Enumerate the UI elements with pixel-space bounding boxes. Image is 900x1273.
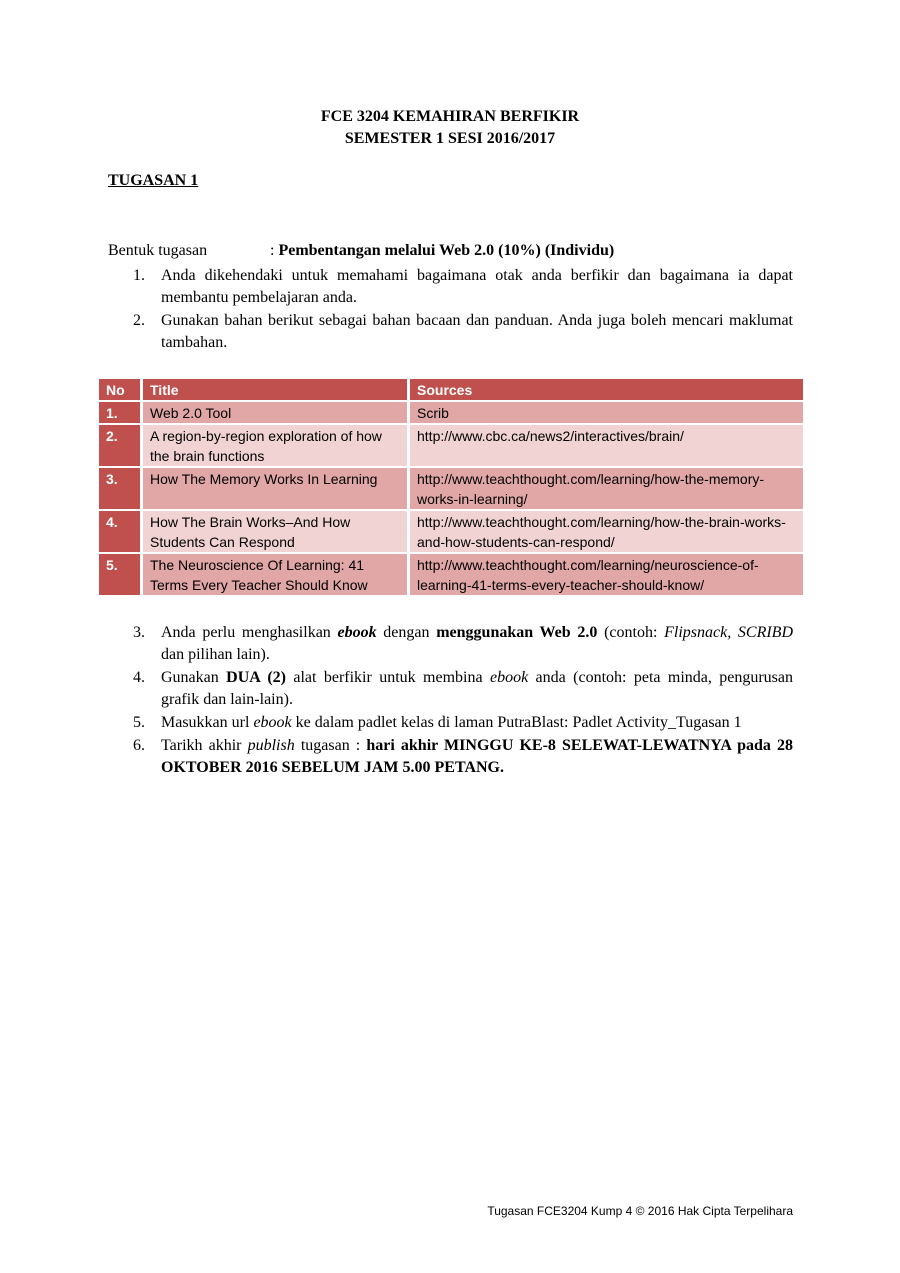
item-text: Tarikh akhir publish tugasan : hari akhir MINGGU KE-8 SELEWAT-LEWATNYA pada 28 OKTOBER 2016 SEBELUM JAM 5.00 PETANG. <box>161 737 793 776</box>
table-row <box>99 554 803 597</box>
format-label: Bentuk tugasan <box>108 242 208 259</box>
table-row <box>99 402 803 425</box>
list-item <box>133 735 793 779</box>
semester-title: SEMESTER 1 SESI 2016/2017 <box>344 130 556 147</box>
row-source: http://www.teachthought.com/learning/how-the-brain-works-and-how-students-can-respond/ <box>410 511 803 554</box>
row-title: A region-by-region exploration of how the brain functions <box>143 425 410 468</box>
item-text: Anda dikehendaki untuk memahami bagaimana otak anda berfikir dan bagaimana ia dapat membantu pembelajaran anda. <box>161 267 793 306</box>
list-item <box>133 310 793 354</box>
header-title: Title <box>143 379 410 402</box>
row-number: 2. <box>99 425 143 468</box>
item-text: Gunakan DUA (2) alat berfikir untuk membina ebook anda (contoh: peta minda, pengurusan grafik dan lain-lain). <box>161 669 794 708</box>
page-footer: Tugasan FCE3204 Kump 4 © 2016 Hak Cipta Terpelihara <box>487 1204 793 1218</box>
assignment-heading: TUGASAN 1 <box>108 172 199 189</box>
item-number: 4. <box>133 669 145 686</box>
row-source: http://www.teachthought.com/learning/neuroscience-of-learning-41-terms-every-teacher-should-know/ <box>410 554 803 597</box>
item-text: Masukkan url ebook ke dalam padlet kelas di laman PutraBlast: Padlet Activity_Tugasan 1 <box>161 714 742 731</box>
list-item <box>133 622 793 666</box>
list-item <box>133 667 793 711</box>
assignment-format <box>108 242 614 260</box>
table-row <box>99 468 803 511</box>
instructions-list-2 <box>133 622 793 780</box>
row-source: http://www.cbc.ca/news2/interactives/brain/ <box>410 425 803 468</box>
table-row <box>99 425 803 468</box>
row-source: Scrib <box>410 402 803 425</box>
row-number: 3. <box>99 468 143 511</box>
format-value: Pembentangan melalui Web 2.0 (10%) (Individu) <box>278 242 615 259</box>
header-sources: Sources <box>410 379 803 402</box>
table-row <box>99 511 803 554</box>
row-title: Web 2.0 Tool <box>143 402 410 425</box>
header-no: No <box>99 379 143 402</box>
item-number: 5. <box>133 714 145 731</box>
format-separator: : <box>270 242 279 259</box>
row-number: 1. <box>99 402 143 425</box>
row-source: http://www.teachthought.com/learning/how-the-memory-works-in-learning/ <box>410 468 803 511</box>
item-number: 3. <box>133 624 145 641</box>
item-text: Gunakan bahan berikut sebagai bahan bacaan dan panduan. Anda juga boleh mencari maklumat tambahan. <box>161 312 793 351</box>
item-text: Anda perlu menghasilkan ebook dengan menggunakan Web 2.0 (contoh: Flipsnack, SCRIBD dan pilihan lain). <box>161 624 794 663</box>
row-title: The Neuroscience Of Learning: 41 Terms Every Teacher Should Know <box>143 554 410 597</box>
row-number: 5. <box>99 554 143 597</box>
item-number: 1. <box>133 267 145 284</box>
row-title: How The Memory Works In Learning <box>143 468 410 511</box>
instructions-list-1 <box>133 265 793 355</box>
row-title: How The Brain Works–And How Students Can Respond <box>143 511 410 554</box>
sources-table <box>99 379 803 597</box>
list-item <box>133 265 793 309</box>
course-title: FCE 3204 KEMAHIRAN BERFIKIR <box>320 108 580 125</box>
row-number: 4. <box>99 511 143 554</box>
item-number: 2. <box>133 312 145 329</box>
list-item <box>133 712 793 734</box>
item-number: 6. <box>133 737 145 754</box>
table-header-row <box>99 379 803 402</box>
